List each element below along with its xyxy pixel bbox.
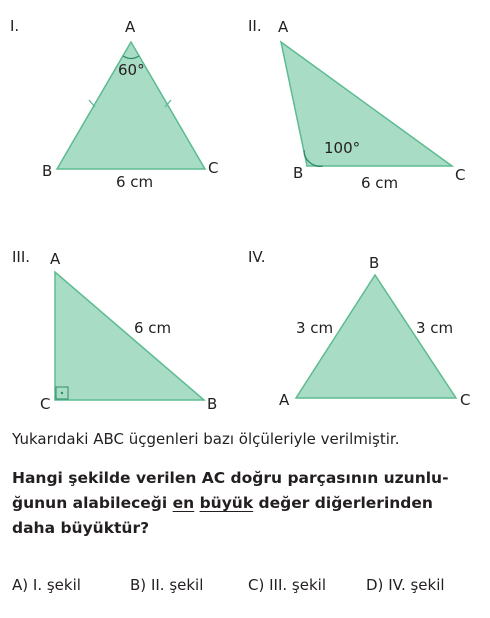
option-b[interactable]	[130, 576, 248, 594]
figure-1	[10, 17, 218, 191]
vertex-a-label: A	[279, 391, 290, 409]
figure-2-number: II.	[248, 17, 262, 35]
option-c[interactable]	[248, 576, 366, 594]
vertex-c-label: C	[208, 159, 219, 177]
vertex-b-label: B	[42, 162, 53, 180]
emphasis-en: en	[172, 494, 195, 512]
option-a-letter: A)	[12, 576, 29, 594]
option-c-letter: C)	[248, 576, 265, 594]
side-bc-label: 3 cm	[416, 319, 454, 337]
question-line-3: daha büyüktür?	[12, 519, 150, 537]
side-bc-label: 6 cm	[361, 174, 399, 192]
triangle-2	[281, 42, 452, 166]
angle-a-label: 60°	[118, 61, 145, 79]
vertex-c-label: C	[460, 391, 471, 409]
option-d-text: IV. şekil	[388, 576, 445, 594]
side-ab-label: 3 cm	[296, 319, 334, 337]
question-line-1: Hangi şekilde verilen AC doğru parçasının uzunlu-	[12, 469, 449, 487]
vertex-a-label: A	[125, 18, 136, 36]
intro-text: Yukarıdaki ABC üçgenleri bazı ölçüleriyle verilmiştir.	[12, 430, 400, 448]
question-line-2-start: ğunun alabileceği	[12, 494, 173, 512]
right-angle-dot-icon	[61, 392, 63, 394]
side-ab-label: 6 cm	[134, 319, 172, 337]
option-b-text: II. şekil	[150, 576, 204, 594]
figure-1-number: I.	[10, 17, 20, 35]
vertex-b-label: B	[369, 254, 380, 272]
vertex-b-label: B	[207, 395, 218, 413]
figure-4-number: IV.	[248, 248, 266, 266]
answer-options	[12, 576, 445, 594]
vertex-a-label: A	[278, 18, 289, 36]
option-d[interactable]	[366, 576, 445, 594]
question-line-2	[12, 491, 482, 516]
figure-3-number: III.	[12, 248, 31, 266]
emphasis-buyuk: büyük	[199, 494, 254, 512]
option-a[interactable]	[12, 576, 130, 594]
option-d-letter: D)	[366, 576, 384, 594]
equal-tick-left	[89, 100, 95, 107]
option-a-text: I. şekil	[32, 576, 81, 594]
vertex-b-label: B	[293, 164, 304, 182]
triangle-3	[55, 272, 204, 400]
option-c-text: III. şekil	[269, 576, 326, 594]
side-bc-label: 6 cm	[116, 173, 154, 191]
figure-4	[248, 248, 470, 409]
question-text	[12, 466, 482, 541]
vertex-a-label: A	[50, 250, 61, 268]
figure-2	[248, 17, 465, 192]
question-line-2-end: değer diğerlerinden	[253, 494, 433, 512]
vertex-c-label: C	[455, 166, 466, 184]
figure-3	[12, 248, 217, 413]
angle-b-label: 100°	[324, 139, 361, 157]
option-b-letter: B)	[130, 576, 147, 594]
vertex-c-label: C	[40, 395, 51, 413]
